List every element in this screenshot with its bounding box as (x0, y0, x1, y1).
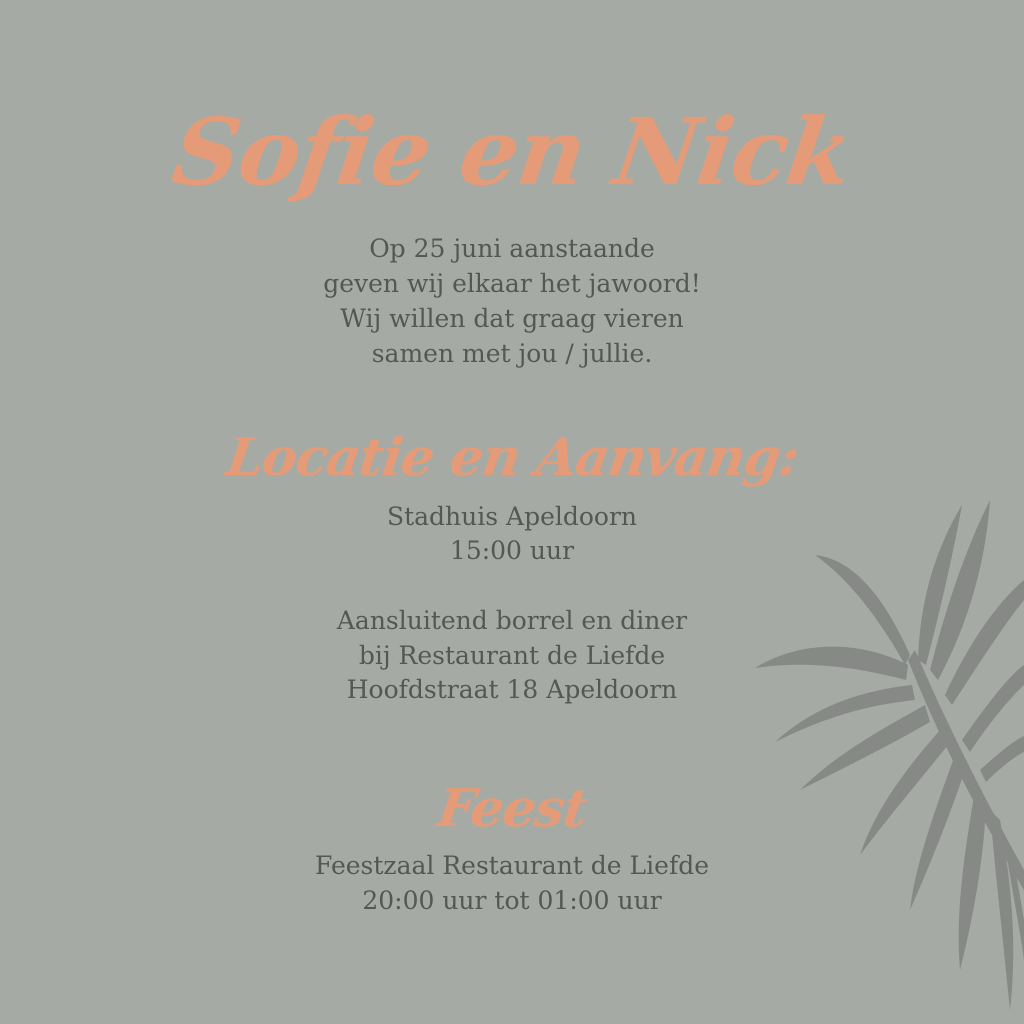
party-line: Feestzaal Restaurant de Liefde (314, 851, 709, 880)
intro-line: Op 25 juni aanstaande (369, 234, 655, 263)
location-line: 15:00 uur (449, 536, 575, 565)
intro-line: samen met jou / jullie. (371, 339, 653, 368)
location-heading: Locatie en Aanvang: (222, 427, 802, 488)
intro-line: Wij willen dat graag vieren (340, 304, 684, 333)
party-line: 20:00 uur tot 01:00 uur (362, 886, 662, 915)
party-details (0, 848, 1024, 918)
dinner-line: bij Restaurant de Liefde (358, 640, 666, 670)
location-line: Stadhuis Apeldoorn (386, 502, 638, 531)
dinner-line: Hoofdstraat 18 Apeldoorn (346, 675, 678, 704)
dinner-line: Aansluitend borrel en diner (336, 606, 688, 635)
palm-leaf-icon (740, 490, 1024, 1024)
location-details (0, 500, 1024, 568)
intro-text (0, 231, 1024, 371)
couple-names: Sofie en Nick (166, 98, 858, 206)
party-heading: Feest (433, 778, 591, 839)
dinner-details (0, 604, 1024, 708)
intro-line: geven wij elkaar het jawoord! (323, 269, 701, 298)
